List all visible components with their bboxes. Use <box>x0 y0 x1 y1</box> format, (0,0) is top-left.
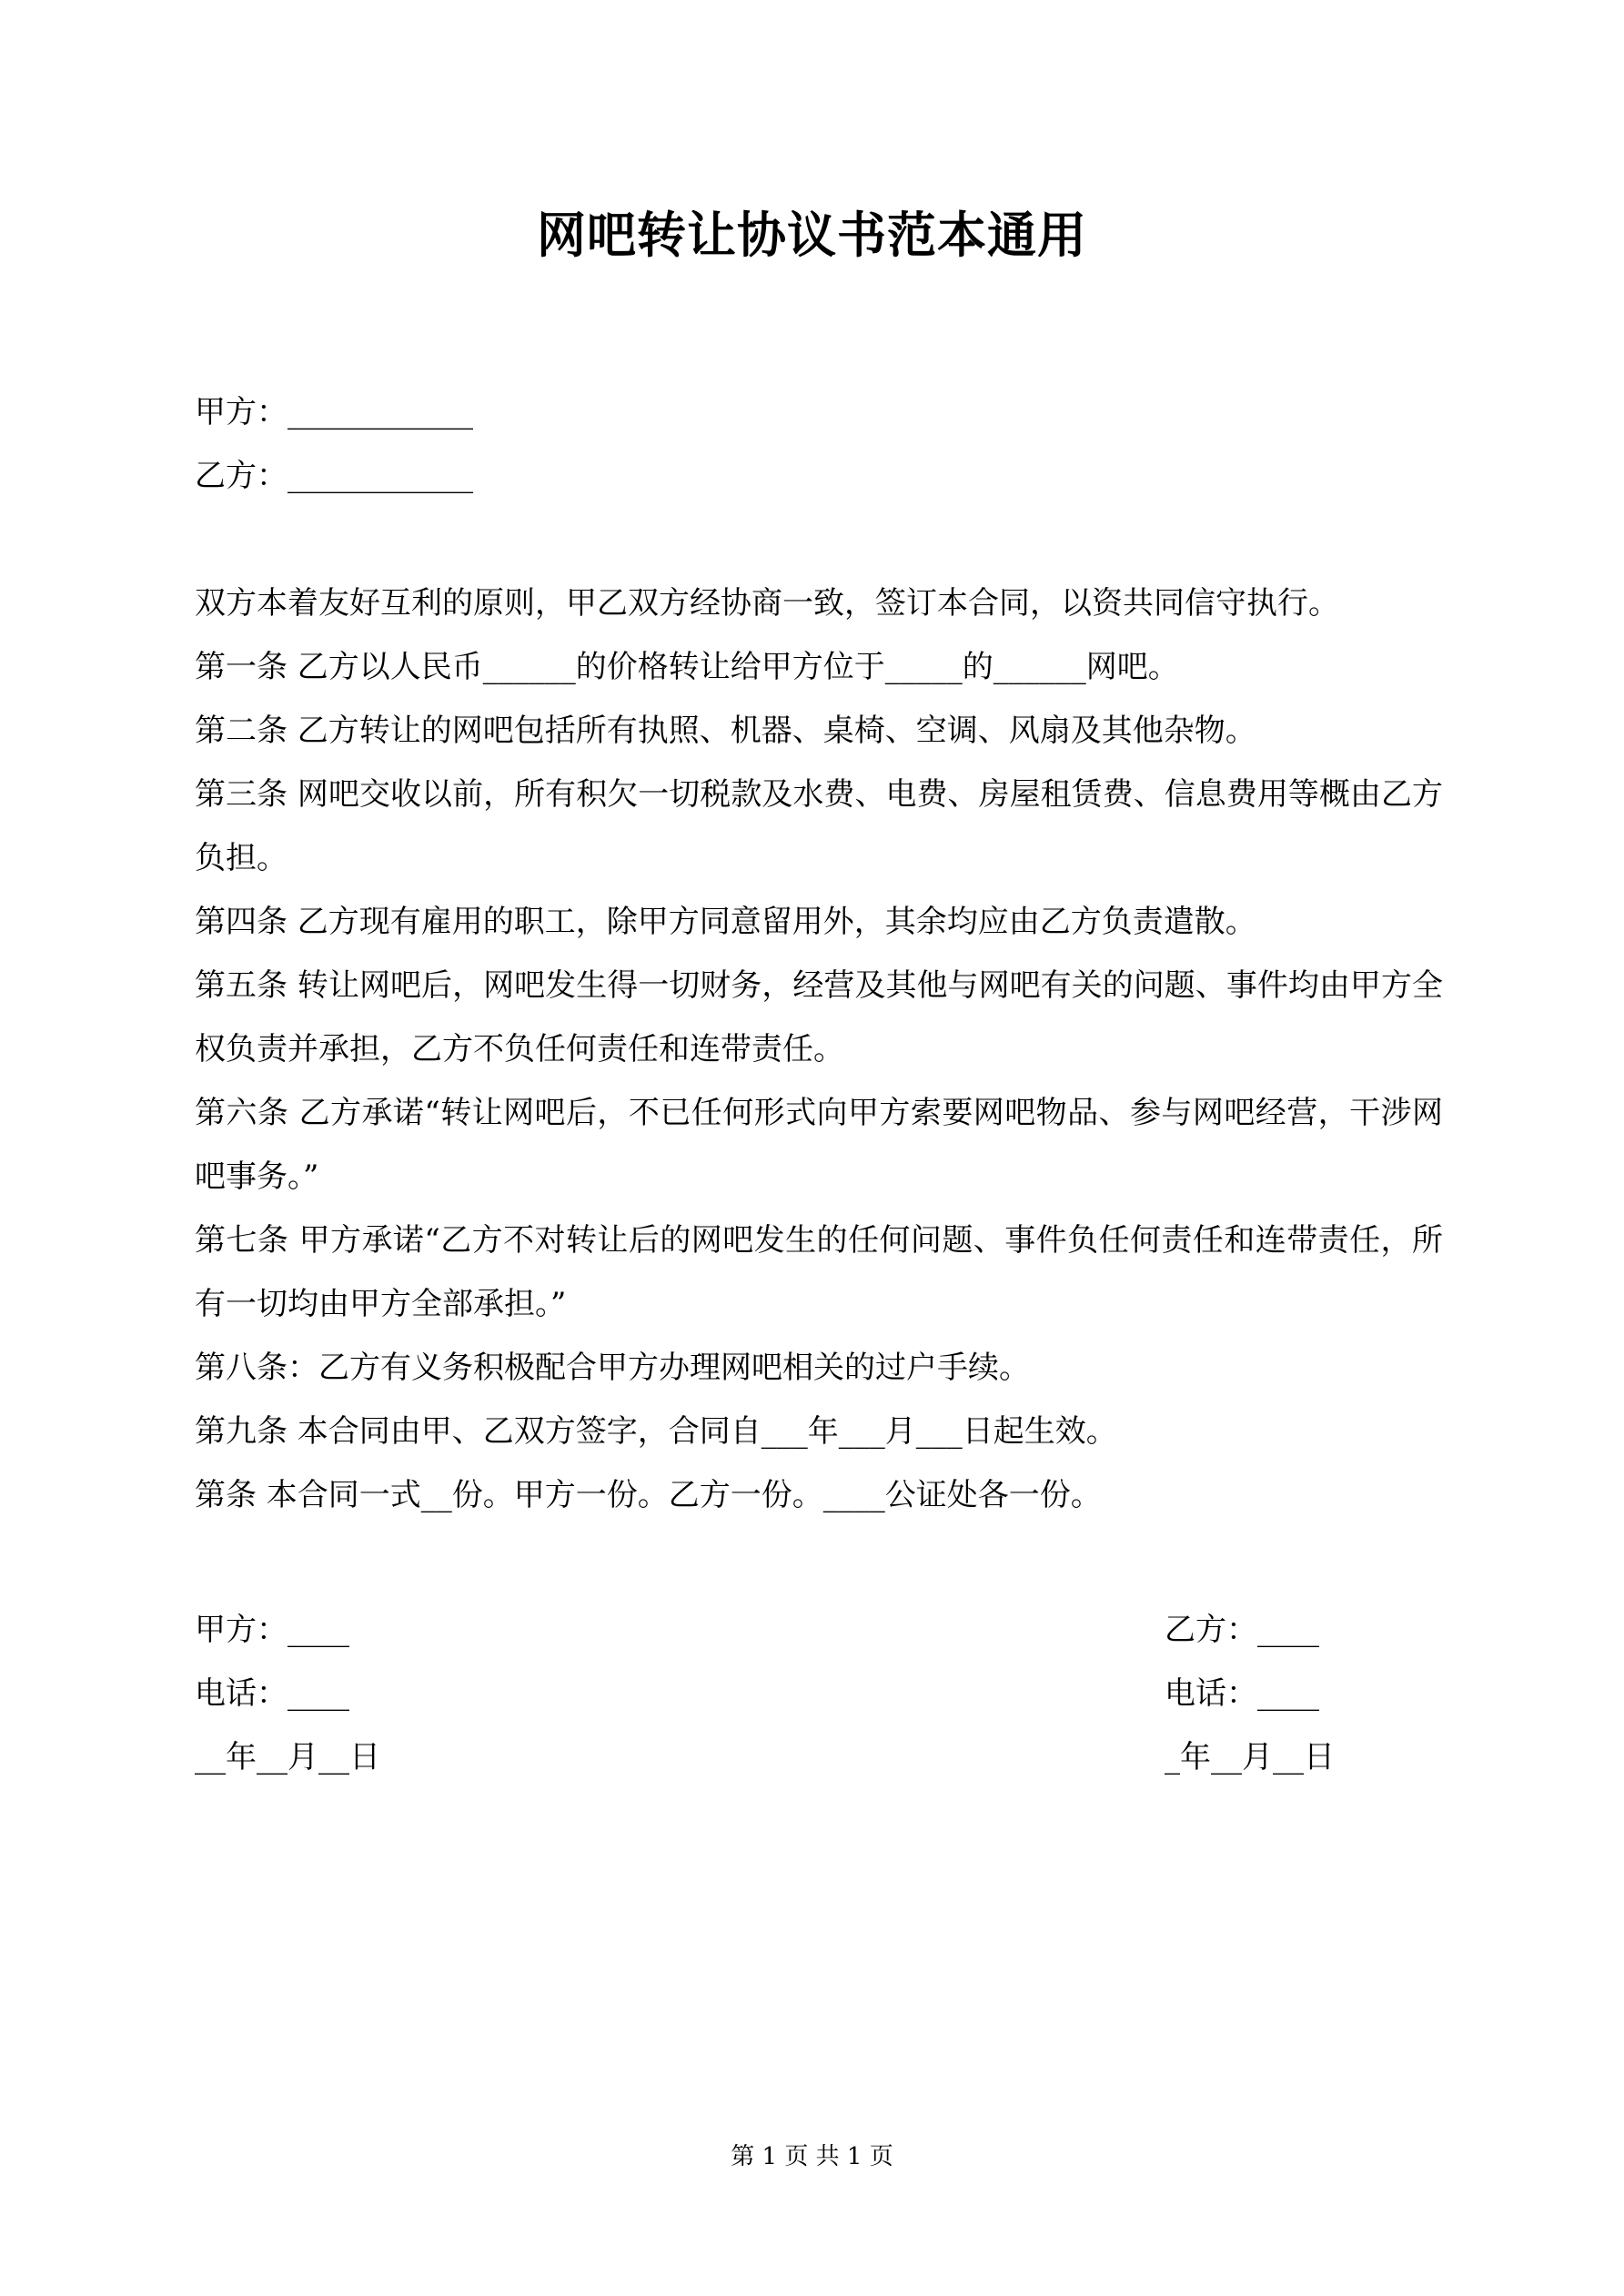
clause-9: 第九条 本合同由甲、乙双方签字，合同自___年___月___日起生效。 <box>195 1413 1117 1450</box>
signature-party-a: 甲方：____ <box>195 1612 349 1648</box>
signature-phone-b: 电话：____ <box>1165 1675 1319 1712</box>
signature-date-b: _年__月__日 <box>1165 1739 1335 1775</box>
contract-body <box>195 571 1443 1527</box>
signature-phone-a: 电话：____ <box>195 1675 349 1712</box>
document-title: 网吧转让协议书范本通用 <box>537 206 1087 264</box>
clause-10: 第条 本合同一式__份。甲方一份。乙方一份。____公证处各一份。 <box>195 1477 1102 1513</box>
clause-1: 第一条 乙方以人民币______的价格转让给甲方位于_____的______网吧。 <box>195 649 1179 685</box>
clause-6: 第六条 乙方承诺“转让网吧后，不已任何形式向甲方索要网吧物品、参与网吧经营，干涉网吧事务。” <box>195 1095 1443 1195</box>
party-b-line: 乙方：____________ <box>195 458 473 494</box>
signature-party-b: 乙方：____ <box>1165 1612 1319 1648</box>
party-a-line: 甲方：____________ <box>195 394 473 430</box>
clause-5: 第五条 转让网吧后，网吧发生得一切财务，经营及其他与网吧有关的问题、事件均由甲方全权负责并承担，乙方不负任何责任和连带责任。 <box>195 967 1443 1067</box>
signature-block-party-b <box>1165 1598 1619 1789</box>
clause-8: 第八条：乙方有义务积极配合甲方办理网吧相关的过户手续。 <box>195 1350 1030 1386</box>
clause-4: 第四条 乙方现有雇用的职工，除甲方同意留用外，其余均应由乙方负责遣散。 <box>195 904 1256 940</box>
clause-intro: 双方本着友好互利的原则，甲乙双方经协商一致，签订本合同，以资共同信守执行。 <box>195 585 1339 622</box>
signature-block-party-a <box>195 1598 650 1789</box>
clause-3: 第三条 网吧交收以前，所有积欠一切税款及水费、电费、房屋租赁费、信息费用等概由乙方负担。 <box>195 776 1443 876</box>
parties-block <box>195 380 1450 508</box>
page-footer: 第 1 页 共 1 页 <box>731 2143 893 2170</box>
clause-7: 第七条 甲方承诺“乙方不对转让后的网吧发生的任何问题、事件负任何责任和连带责任，所有一切均由甲方全部承担。” <box>195 1222 1443 1322</box>
clause-2: 第二条 乙方转让的网吧包括所有执照、机器、桌椅、空调、风扇及其他杂物。 <box>195 713 1256 749</box>
signature-date-a: __年__月__日 <box>195 1739 380 1775</box>
